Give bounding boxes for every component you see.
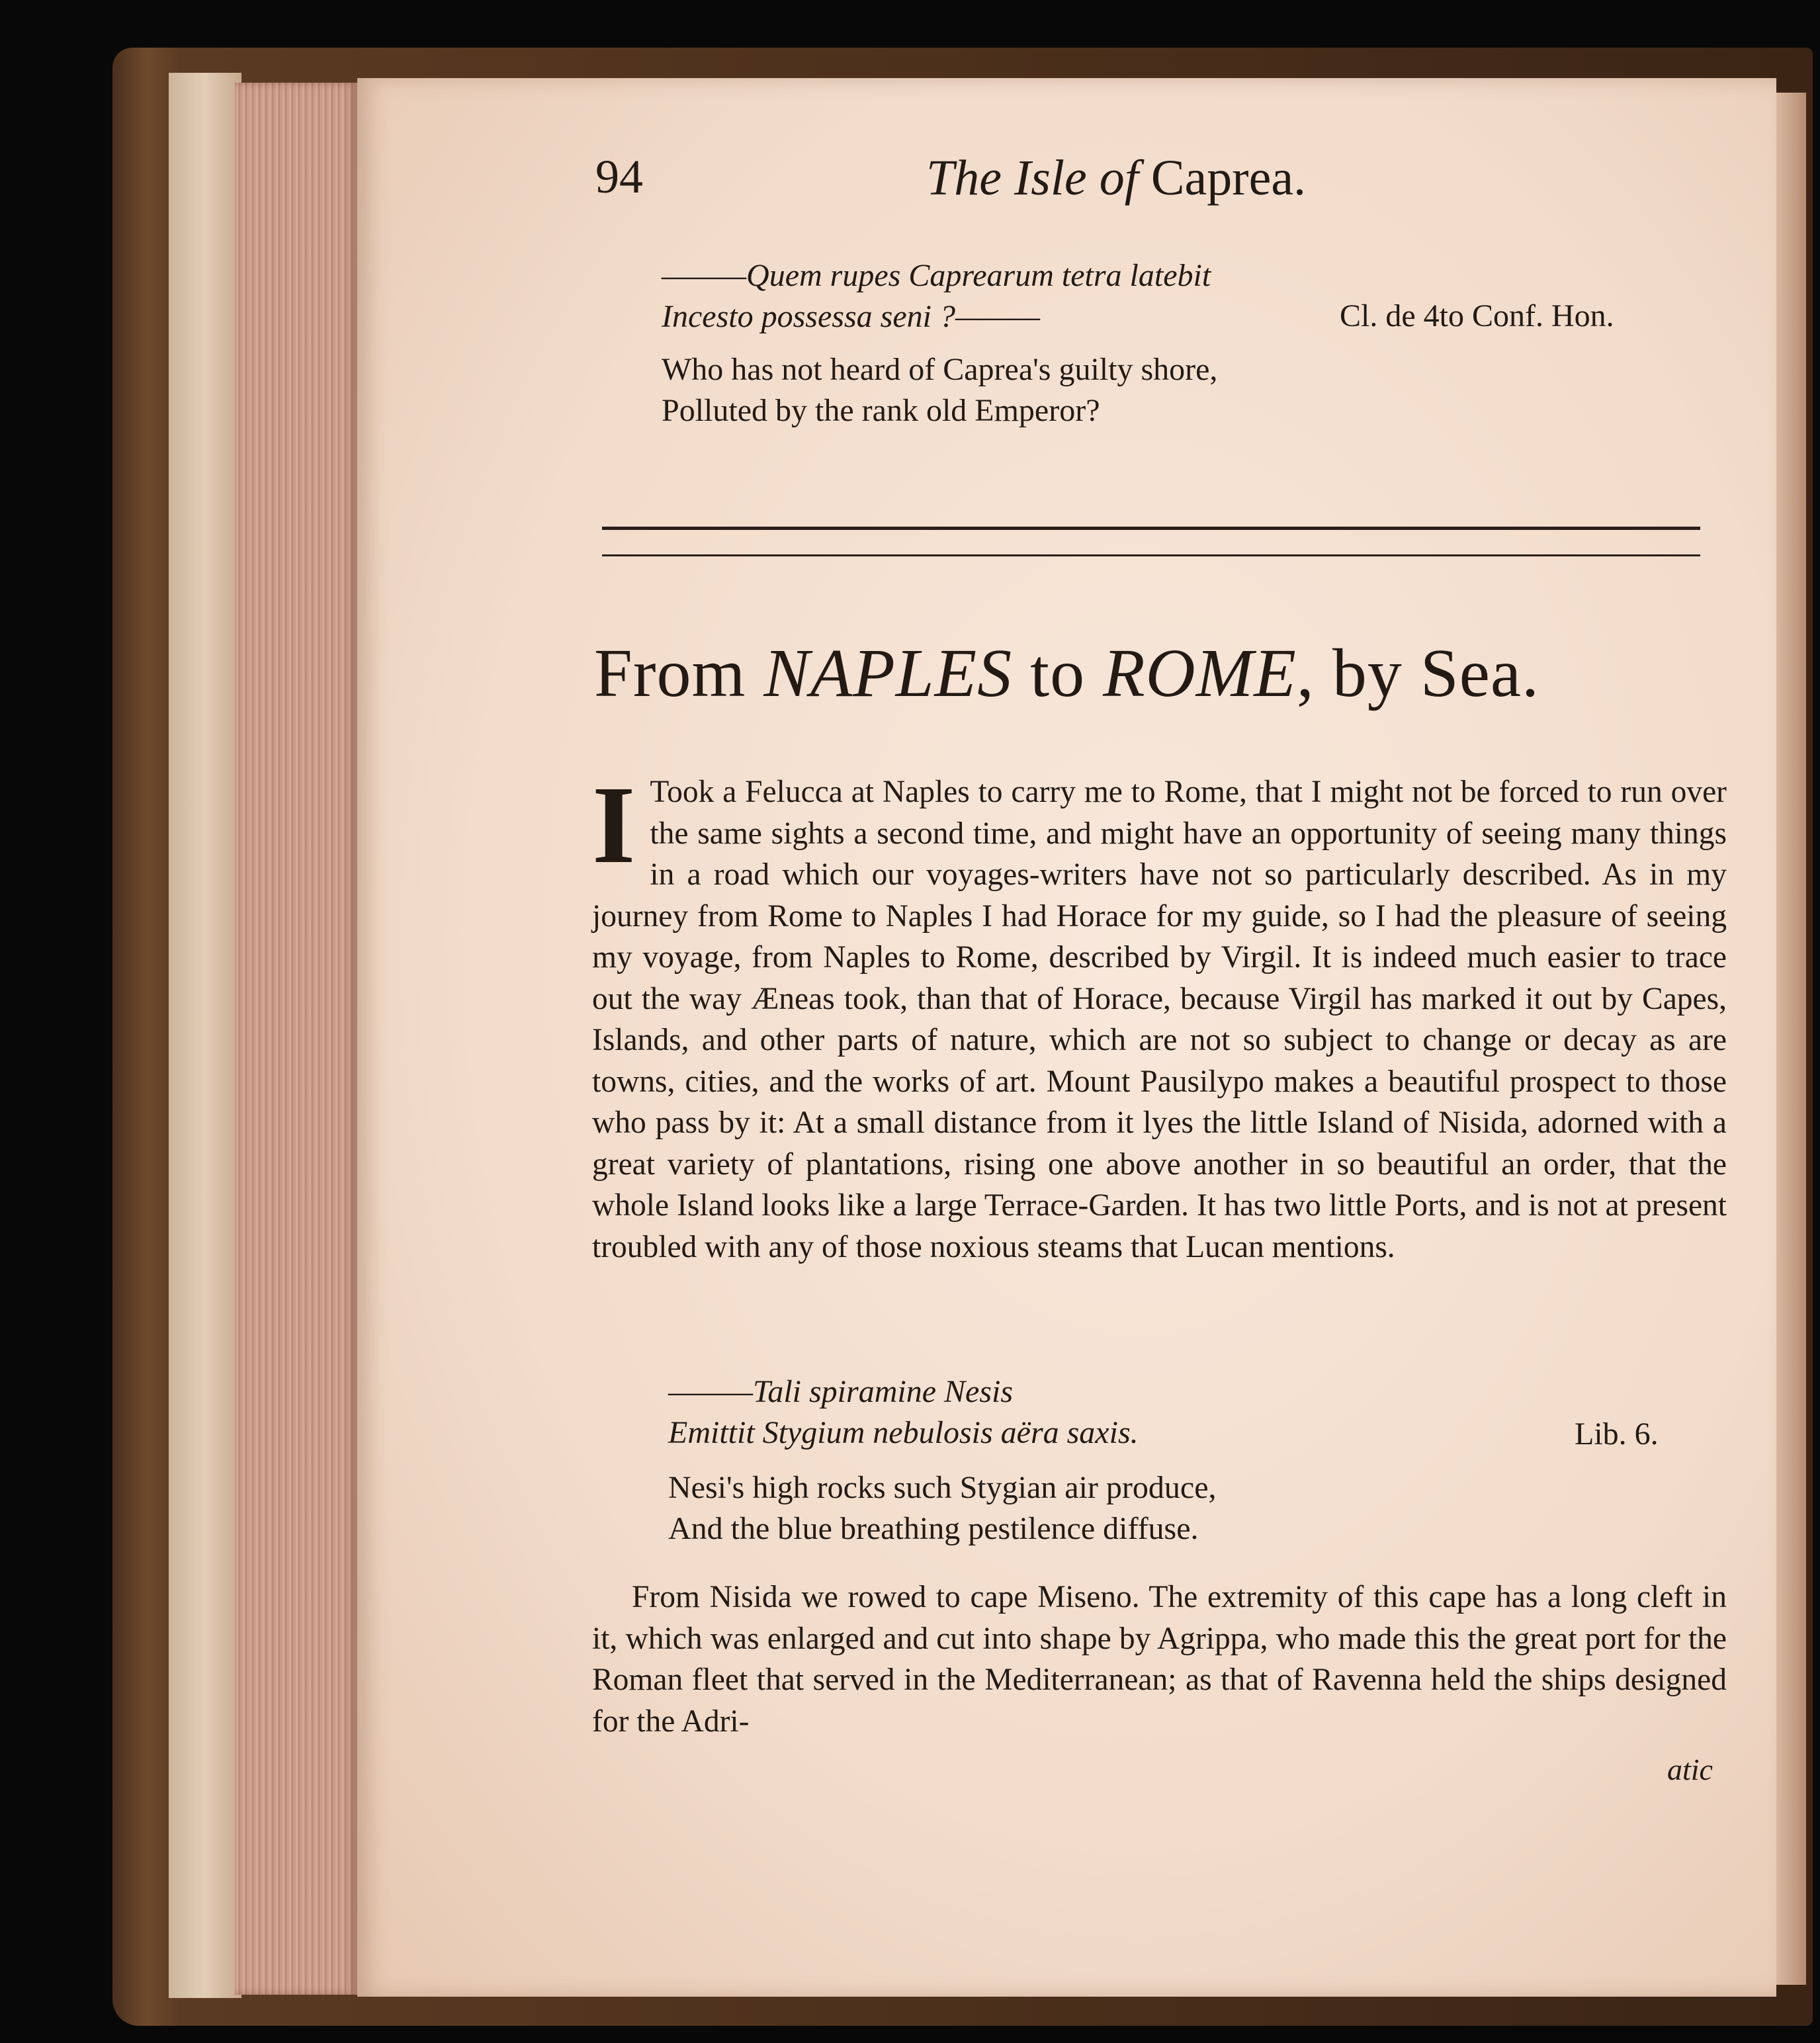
section-rule-top [602,527,1700,530]
citation-claudian: Cl. de 4to Conf. Hon. [1340,298,1614,333]
paragraph-1-text: Took a Felucca at Naples to carry me to Rome, that I might not be forced to run over the same sights a second time, and might have an opportunity of seeing many things in a road which our voyages-writers have not so particularly described. As in my journey from Rome to Naples I had Horace for my guide, so I had the pleasure of seeing my voyage, from Naples to Rome, described by Virgil. It is indeed much easier to trace out the way Æneas took, than that of Horace, because Virgil has marked it out by Capes, Islands, and other parts of nature, which are not so subject to change or decay as are towns, cities, and the works of art. Mount Pausilypo makes a beautiful prospect to those who pass by it: At a small distance from it lyes the little Island of Nisida, adorned with a great variety of plantations, rising one above another in so beautiful an order, that the whole Island looks like a large Terrace-Garden. It has two little Ports, and is not at present troubled with any of those noxious steams that Lucan mentions. [592,775,1727,1264]
running-title-roman: Caprea. [1150,150,1307,206]
running-title-italic: The Isle of [926,150,1139,206]
body-paragraph-1 [592,763,1727,1268]
page-number: 94 [595,150,643,203]
facing-page-edge [1776,93,1806,1985]
drop-cap: I [592,763,636,887]
citation-lucan: Lib. 6. [1575,1416,1659,1452]
latin-verse-2: Incesto possessa seni ?——— [662,299,1040,334]
body-paragraph-2: From Nisida we rowed to cape Miseno. The extremity of this cape has a long cleft in it, which was enlarged and cut into shape by Agrippa, who made this the great port for the Roman fleet that served in the Mediterranean; as that of Ravenna held the ships designed for the Adri- [592,1580,1727,1739]
translation-line-3: Nesi's high rocks such Stygian air produce, [668,1470,1217,1505]
chapter-heading: From NAPLES to ROME, by Sea. [594,635,1540,711]
book-page [357,78,1776,1997]
translation-line-1: Who has not heard of Caprea's guilty shore, [662,352,1218,387]
translation-line-4: And the blue breathing pestilence diffuse. [668,1511,1199,1546]
running-title [926,150,1306,207]
catchword: atic [1667,1753,1713,1786]
endpaper [169,73,241,1998]
latin-verse-1: ———Quem rupes Caprearum tetra latebit [662,258,1211,293]
page-edges [235,83,357,1995]
section-rule-bottom [602,554,1700,556]
running-head [595,150,1720,222]
latin-verse-4: Emittit Stygium nebulosis aëra saxis. [668,1415,1139,1450]
translation-line-2: Polluted by the rank old Emperor? [662,393,1100,428]
latin-verse-3: ———Tali spiramine Nesis [668,1374,1014,1409]
